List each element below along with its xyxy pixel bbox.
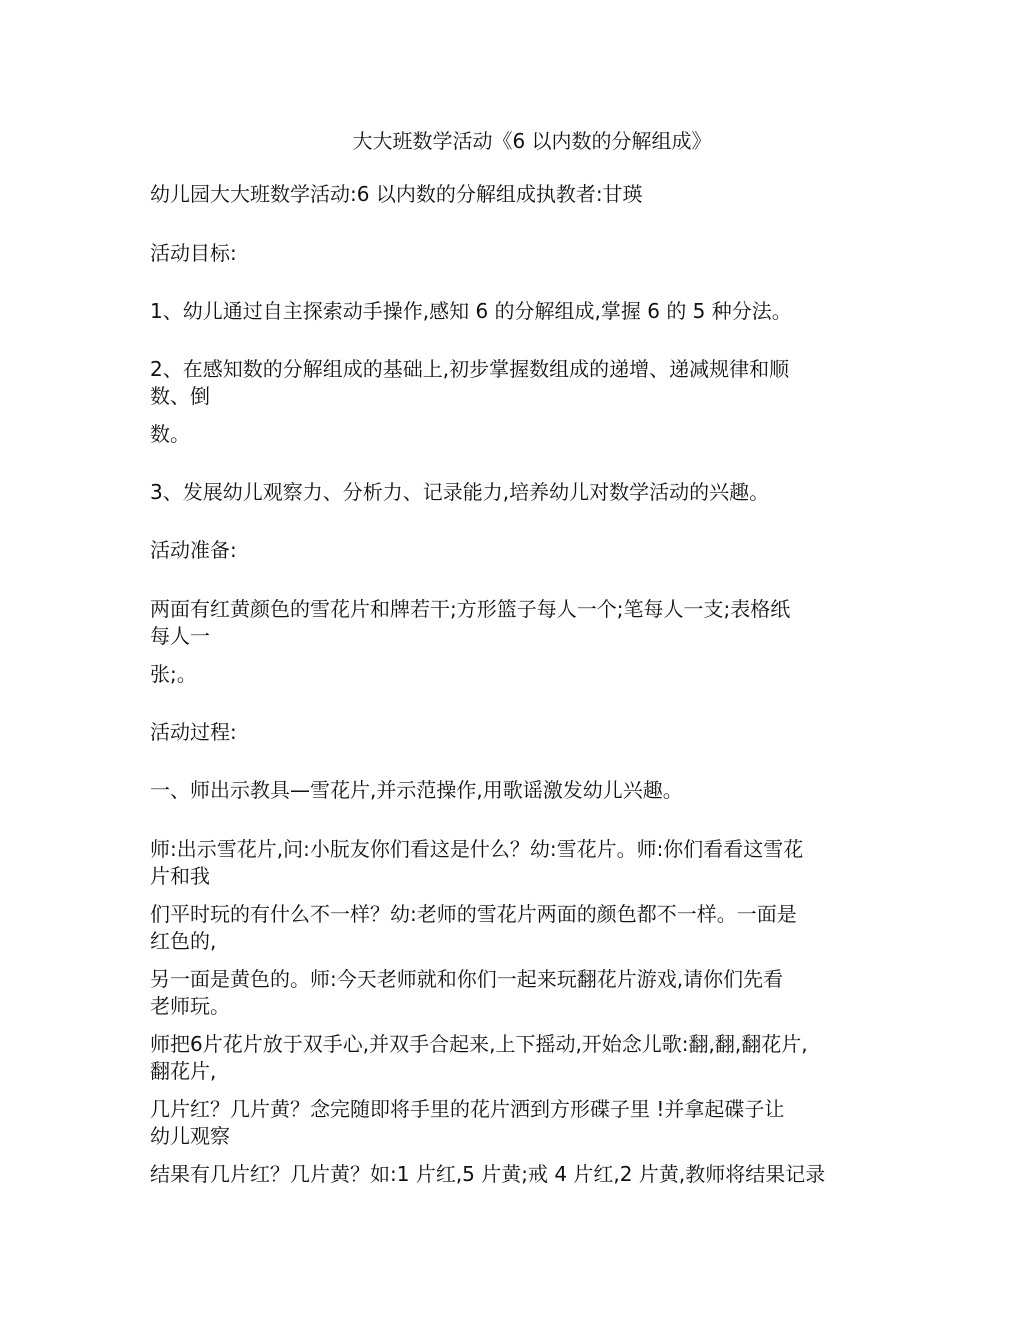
process-line-10: 幼儿观察	[150, 1124, 230, 1148]
goal-3: 3、发展幼儿观察力、分析力、记录能力,培养幼儿对数学活动的兴趣。	[150, 480, 770, 504]
goal-1: 1、幼儿通过自主探索动手操作,感知 6 的分解组成,掌握 6 的 5 种分法。	[150, 299, 792, 323]
process-step-1: 一、师出示教具—雪花片,并示范操作,用歌谣激发幼儿兴趣。	[150, 778, 683, 802]
process-line-11: 结果有几片红？几片黄？如:1 片红,5 片黄;戒 4 片红,2 片黄,教师将结果记录	[150, 1162, 826, 1186]
preparation-line-1: 两面有红黄颜色的雪花片和牌若干;方形篮子每人一个;笔每人一支;表格纸	[150, 597, 791, 621]
process-line-1: 师:出示雪花片,问:小朊友你们看这是什么？幼:雪花片。师:你们看看这雪花	[150, 837, 804, 861]
process-line-4: 红色的,	[150, 929, 217, 953]
process-line-5: 另一面是黄色的。师:今天老师就和你们一起来玩翻花片游戏,请你们先看	[150, 967, 784, 991]
process-line-6: 老师玩。	[150, 994, 230, 1018]
section-heading-preparation: 活动准备:	[150, 538, 237, 562]
goal-2-line-3: 数。	[150, 422, 190, 446]
document-title: 大大班数学活动《6 以内数的分解组成》	[352, 129, 712, 153]
process-line-7: 师把6片花片放于双手心,并双手合起来,上下摇动,开始念儿歌:翻,翻,翻花片,	[150, 1032, 808, 1056]
section-heading-goals: 活动目标:	[150, 241, 237, 265]
preparation-line-3: 张;。	[150, 662, 197, 686]
section-heading-process: 活动过程:	[150, 720, 237, 744]
intro-line: 幼儿园大大班数学活动:6 以内数的分解组成执教者:甘瑛	[150, 182, 643, 206]
preparation-line-2: 每人一	[150, 624, 210, 648]
goal-2-line-2: 数、倒	[150, 384, 210, 408]
process-line-9: 几片红？几片黄？念完随即将手里的花片洒到方形碟子里 !并拿起碟子让	[150, 1097, 785, 1121]
process-line-3: 们平时玩的有什么不一样？幼:老师的雪花片两面的颜色都不一样。一面是	[150, 902, 797, 926]
process-line-8: 翻花片,	[150, 1059, 217, 1083]
goal-2-line-1: 2、在感知数的分解组成的基础上,初步掌握数组成的递增、递减规律和顺	[150, 357, 790, 381]
process-line-2: 片和我	[150, 864, 210, 888]
